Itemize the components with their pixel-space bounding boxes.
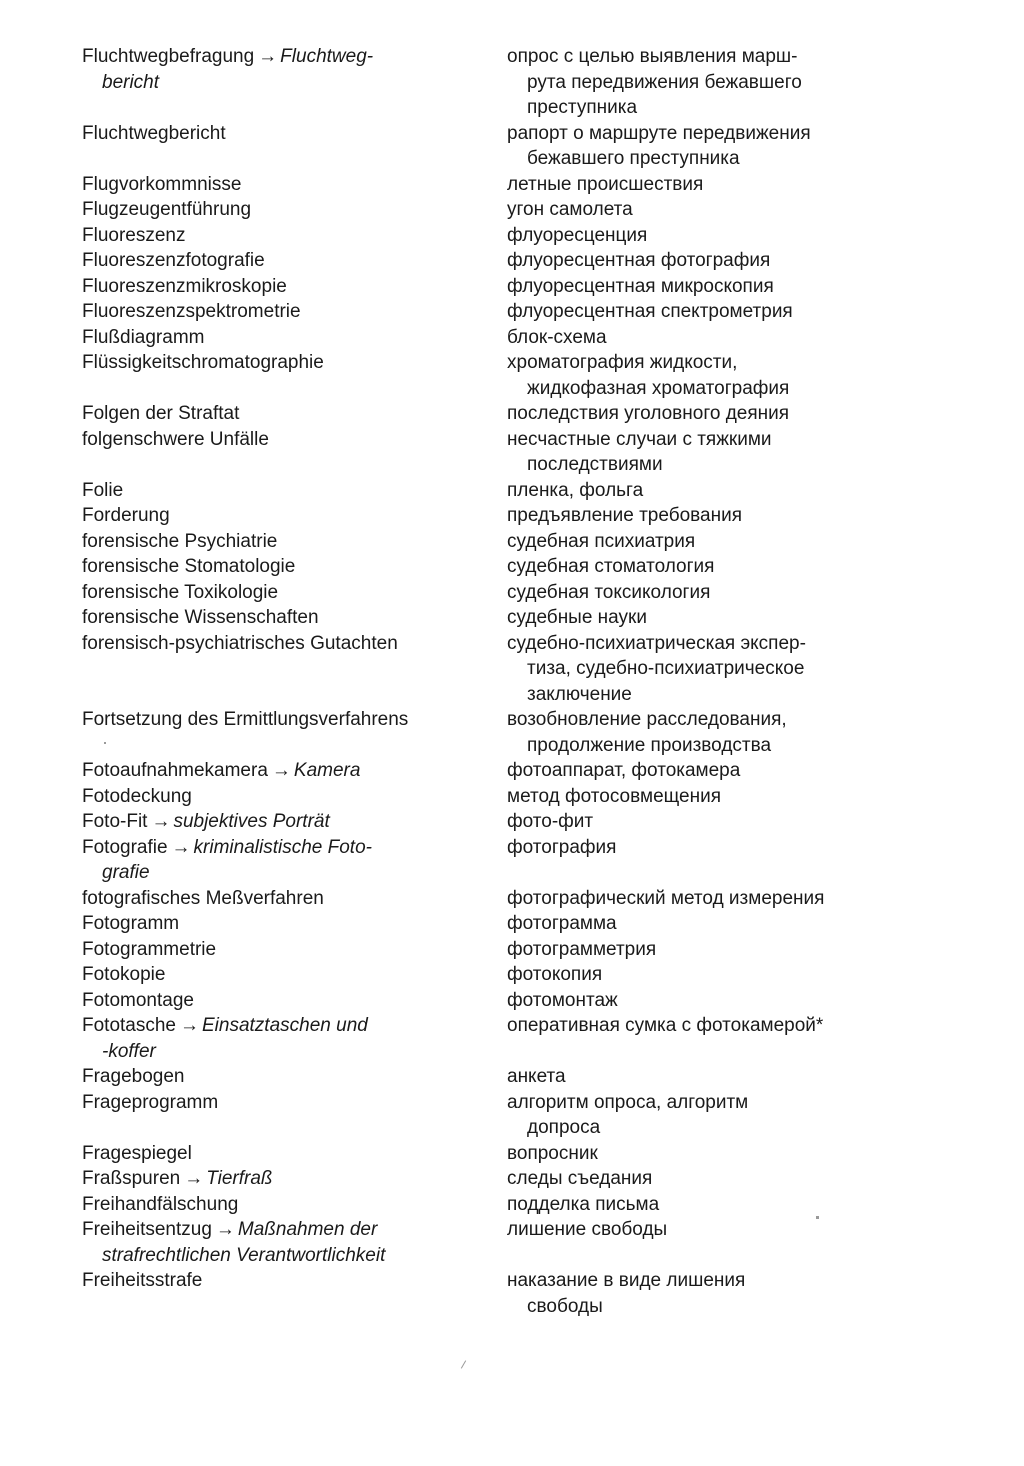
scan-speck: [461, 1360, 466, 1368]
de-entry-line: Foto-Fit → subjektives Porträt: [82, 809, 492, 835]
de-entry-line: Fotodeckung: [82, 785, 192, 807]
ru-entry-line: рапорт о маршруте передвижения: [507, 122, 811, 144]
ru-entry-line: пленка, фольга: [507, 479, 644, 501]
ru-entry-line: фотокопия: [507, 964, 603, 985]
de-entry-line: folgenschwere Unfälle: [82, 428, 269, 450]
russian-translations-column: [507, 44, 1007, 1319]
ru-entry-line: судебная токсикология: [507, 581, 711, 603]
ru-entry-line: подделка письма: [507, 1193, 660, 1215]
ru-entry-line: допроса: [527, 1117, 601, 1138]
ru-entry-line: преступника: [527, 97, 638, 118]
ru-entry-line: флуоресцентная микроскопия: [507, 275, 774, 297]
ru-entry-line: лишение свободы: [507, 1219, 668, 1240]
ru-entry-line: тиза, судебно-психиатрическое: [527, 658, 805, 679]
ru-entry-line: несчастные случаи с тяжкими: [507, 428, 772, 450]
german-terms-column: [82, 44, 492, 1294]
de-entry-line: Fragespiegel: [82, 1142, 192, 1164]
de-entry-line: Fotografie → kriminalistische Foto-: [82, 835, 492, 861]
ru-entry-line: угон самолета: [507, 199, 633, 220]
de-entry-line: Fotogramm: [82, 913, 180, 934]
see-also-arrow-icon: →: [184, 1168, 204, 1189]
de-entry-line: strafrechtlichen Verantwortlichkeit: [102, 1244, 386, 1266]
ru-entry-line: наказание в виде лишения: [507, 1270, 746, 1291]
de-entry-line: Forderung: [82, 505, 170, 526]
de-entry-line: Flüssigkeitschromatographie: [82, 352, 324, 373]
ru-entry-line: фотограмметрия: [507, 938, 657, 960]
ru-entry-line: жидкофазная хроматография: [527, 377, 790, 399]
de-entry-line: Flugzeugentführung: [82, 199, 252, 220]
de-entry-line: Fluoreszenz: [82, 224, 186, 246]
see-also-arrow-icon: →: [271, 760, 291, 781]
ru-entry-line: судебная психиатрия: [507, 530, 696, 552]
de-entry-line: Frageprogramm: [82, 1091, 219, 1113]
ru-entry-line: фотография: [507, 836, 617, 858]
ru-entry-line: вопросник: [507, 1142, 598, 1164]
de-entry-line: Flußdiagramm: [82, 326, 205, 348]
de-entry-line: forensische Stomatologie: [82, 556, 296, 577]
ru-entry-line: летные происшествия: [507, 173, 704, 195]
ru-entry-line: судебная стоматология: [507, 556, 715, 577]
de-entry-line: Fluoreszenzspektrometrie: [82, 301, 301, 322]
see-also-arrow-icon: →: [180, 1015, 199, 1036]
ru-entry-line: возобновление расследования,: [507, 709, 787, 730]
ru-entry-line: фото-фит: [507, 811, 594, 832]
ru-entry-line: фотографический метод измерения: [507, 887, 825, 909]
ru-entry-line: фотомонтаж: [507, 989, 618, 1011]
ru-entry-line: анкета: [507, 1066, 566, 1087]
de-entry-line: Fotokopie: [82, 964, 166, 985]
de-entry-line: Fototasche → Einsatztaschen und: [82, 1013, 492, 1039]
ru-entry-line: хроматография жидкости,: [507, 352, 738, 373]
de-entry-line: Flugvorkommnisse: [82, 173, 242, 195]
de-entry-line: Freiheitsentzug → Maßnahmen der: [82, 1217, 492, 1243]
de-entry-line: Fraßspuren → Tierfraß: [82, 1166, 492, 1192]
de-entry-line: fotografisches Meßverfahren: [82, 887, 324, 909]
scan-speck: [816, 1216, 819, 1219]
see-also-arrow-icon: →: [258, 46, 278, 67]
ru-entry-line: фотограмма: [507, 913, 617, 934]
ru-entry-line: предъявление требования: [507, 505, 743, 526]
ru-entry-line: рута передвижения бежавшего: [527, 71, 802, 93]
de-entry-line: -koffer: [102, 1040, 156, 1062]
ru-entry-line: флуоресцентная фотография: [507, 250, 771, 271]
de-entry-line: Freihandfälschung: [82, 1193, 239, 1215]
de-entry-line: Fotomontage: [82, 989, 194, 1011]
ru-entry-line: бежавшего преступника: [527, 148, 740, 169]
de-entry-line: grafie: [102, 862, 150, 883]
de-entry-line: Fragebogen: [82, 1066, 185, 1087]
de-entry-line: forensisch-psychiatrisches Gutachten: [82, 632, 398, 654]
de-entry-line: forensische Psychiatrie: [82, 530, 278, 552]
de-entry-line: Folie: [82, 479, 124, 501]
de-entry-line: Fluoreszenzmikroskopie: [82, 275, 287, 297]
de-entry-line: bericht: [102, 71, 160, 93]
de-entry-line: Fluoreszenzfotografie: [82, 250, 265, 271]
see-also-arrow-icon: →: [151, 811, 171, 832]
ru-entry-line: свободы: [527, 1295, 603, 1317]
de-entry-line: Fotoaufnahmekamera → Kamera: [82, 758, 492, 784]
ru-entry-line: флуоресценция: [507, 224, 648, 246]
see-also-arrow-icon: →: [171, 836, 191, 858]
ru-entry-line: метод фотосовмещения: [507, 785, 722, 807]
ru-entry-line: последствиями: [527, 454, 663, 475]
ru-entry-line: блок-схема: [507, 326, 607, 348]
see-also-arrow-icon: →: [215, 1219, 235, 1240]
ru-entry-line: алгоритм опроса, алгоритм: [507, 1091, 749, 1113]
ru-entry-line: продолжение производства: [527, 734, 772, 756]
ru-entry-line: судебные науки: [507, 607, 647, 628]
ru-entry-line: флуоресцентная спектрометрия: [507, 301, 793, 322]
de-entry-line: Fotogrammetrie: [82, 938, 217, 960]
ru-entry-line: следы съедания: [507, 1168, 653, 1189]
scan-speck: [104, 742, 106, 744]
ru-entry-line: последствия уголовного деяния: [507, 403, 790, 424]
de-entry-line: forensische Toxikologie: [82, 581, 279, 603]
ru-entry-line: опрос с целью выявления марш-: [507, 46, 798, 67]
de-entry-line: Fluchtwegbericht: [82, 122, 226, 144]
de-entry-line: Freiheitsstrafe: [82, 1270, 203, 1291]
de-entry-line: Fluchtwegbefragung → Fluchtweg-: [82, 44, 492, 70]
ru-entry-line: заключение: [527, 683, 632, 705]
ru-entry-line: оперативная сумка с фотокамерой*: [507, 1015, 824, 1036]
de-entry-line: forensische Wissenschaften: [82, 607, 319, 628]
de-entry-line: Fortsetzung des Ermittlungsverfahrens: [82, 709, 409, 730]
de-entry-line: Folgen der Straftat: [82, 403, 240, 424]
ru-entry-line: судебно-психиатрическая экспер-: [507, 632, 806, 654]
ru-entry-line: фотоаппарат, фотокамера: [507, 760, 741, 781]
